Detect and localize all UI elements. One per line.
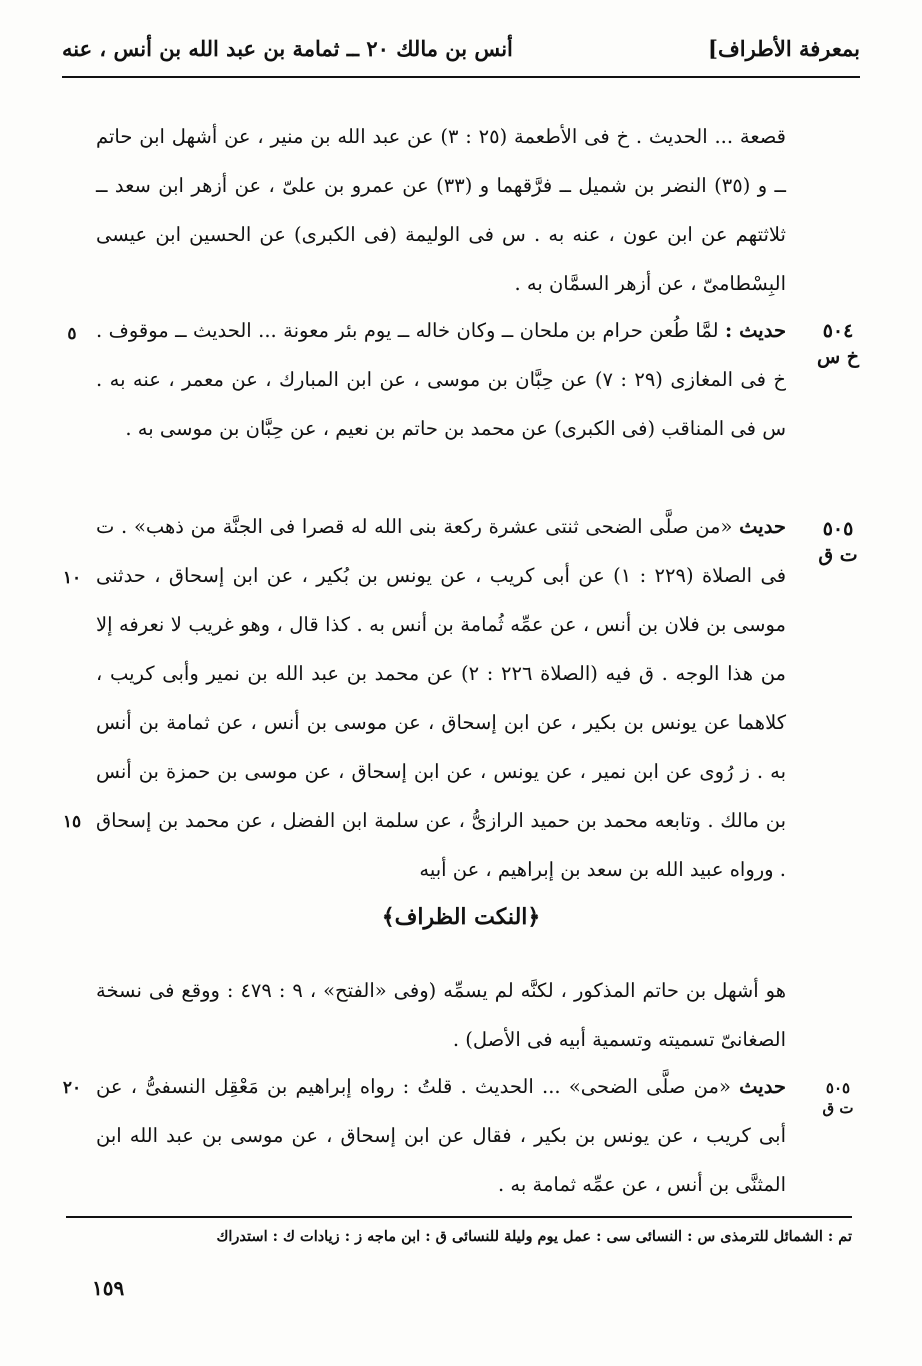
nukat-heading: ﴿النكت الظراف﴾ [381,904,541,930]
line-number-5: ٥ [67,324,77,344]
hadith-505b-number: ٥٠٥ [825,1079,851,1097]
abbreviation-key: تم : الشمائل للترمذى س : النسائى سى : عمل يوم وليلة للنسائى ق : ابن ماجه ز : زيادات ك : استدراك [216,1228,852,1245]
hadith-505-number: ٥٠٥ [822,518,854,540]
running-header [62,20,860,76]
footer-rule [66,1216,852,1218]
paragraph-nukat [96,966,786,1064]
paragraph-505-nukat [96,1062,786,1209]
header-book-title: بمعرفة الأطراف] [708,35,860,61]
hadith-504-codes: خ س [816,346,860,368]
hadith-number-505-nukat [808,1078,868,1118]
hadith-keyword: حديث [739,515,786,538]
paragraph-1 [96,112,786,308]
paragraph-505-text: «من صلَّى الضحى ثنتى عشرة ركعة بنى الله له قصرا فى الجنَّة من ذهب» . ت فى الصلاة (٢٢٩ : ١) عن أبى كريب ، عن يونس بن بُكير ، عن ابن إسحاق ، حدثنى موسى بن فلان بن أنس ، عن عمِّه ثُمامة بن أنس به . كذا قال ، وهو غريب لا نعرفه إلا من هذا الوجه . ق فيه (الصلاة ٢٢٦ : ٢) عن محمد بن عبد الله بن نمير وأبى كريب ، كلاهما عن يونس بن بكير ، عن ابن إسحاق ، عن موسى بن أنس ، عن ثمامة بن أنس به . ز رُوى عن ابن نمير ، عن يونس ، عن ابن إسحاق ، عن موسى بن حمزة بن أنس بن مالك . وتابعه محمد بن حميد الرازىُّ ، عن سلمة ابن الفضل ، عن محمد بن إسحاق . ورواه عبيد الله بن سعد بن إبراهيم ، عن أبيه [96,515,787,881]
line-number-15: ١٥ [62,812,82,832]
page-number: ١٥٩ [92,1276,125,1300]
hadith-number-504 [808,318,868,370]
hadith-keyword: حديث : [724,319,786,342]
line-number-20: ٢٠ [62,1078,82,1098]
hadith-number-505 [808,516,868,568]
header-rule [62,76,860,78]
paragraph-504 [96,306,786,453]
paragraph-505b-text: «من صلَّى الضحى» ... الحديث . قلتُ : رواه إبراهيم بن مَعْقِل النسفىُّ ، عن أبى كريب ، عن يونس بن بكير ، فقال عن ابن إسحاق ، عن موسى بن عبد الله ابن المثنَّى بن أنس ، عن عمِّه ثمامة به . [96,1075,786,1196]
header-section-title: أنس بن مالك ٢٠ ــ ثمامة بن عبد الله بن أنس ، عنه [62,35,513,61]
line-number-10: ١٠ [62,568,82,588]
hadith-505b-codes: ت ق [822,1099,854,1117]
hadith-keyword: حديث [739,1075,786,1098]
paragraph-504-text: لمَّا طُعن حرام بن ملحان ــ وكان خاله ــ يوم بئر معونة ... الحديث ــ موقوف . خ فى المغازى (٢٩ : ٧) عن حِبَّان بن موسى ، عن ابن المبارك ، عن معمر ، عنه به . س فى المناقب (فى الكبرى) عن محمد بن حاتم بن نعيم ، عن حِبَّان بن موسى به . [96,319,786,440]
paragraph-nukat-text: هو أشهل بن حاتم المذكور ، لكنَّه لم يسمِّه (وفى «الفتح» ، ٩ : ٤٧٩ : ووقع فى نسخة الصغانىّ تسميته وتسمية أبيه فى الأصل) . [96,979,787,1051]
paragraph-505 [96,502,786,894]
hadith-505-codes: ت ق [818,544,858,566]
hadith-504-number: ٥٠٤ [822,320,854,342]
paragraph-1-text: قصعة ... الحديث . خ فى الأطعمة (٢٥ : ٣) عن عبد الله بن منير ، عن أشهل ابن حاتم ــ و (٣٥) النضر بن شميل ــ فرَّقهما و (٣٣) عن عمرو بن علىّ ، عن أزهر ابن سعد ــ ثلاثتهم عن ابن عون ، عنه به . س فى الوليمة (فى الكبرى) عن الحسين ابن عيسى البِسْطامىّ ، عن أزهر السمَّان به . [96,125,786,295]
